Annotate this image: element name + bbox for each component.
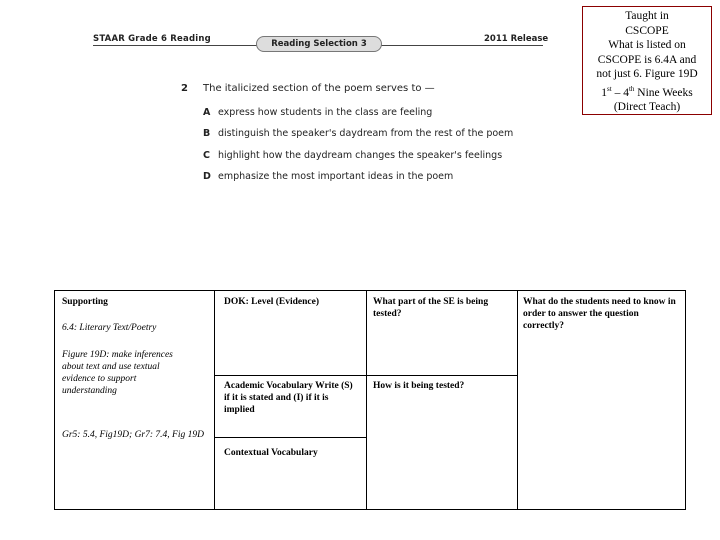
option-letter: C <box>203 150 210 161</box>
what-part-label: What part of the SE is being tested? <box>373 297 489 319</box>
reading-selection-label: Reading Selection 3 <box>256 36 382 52</box>
students-need-label: What do the students need to know in order to answer the question correctly? <box>523 297 676 331</box>
test-header-title: STAAR Grade 6 Reading <box>93 34 211 44</box>
note-line: not just 6. Figure 19D <box>596 68 698 81</box>
contextual-vocab-label: Contextual Vocabulary <box>224 448 318 458</box>
table-divider <box>366 290 367 510</box>
figure-standard: Figure 19D: make inferences about text and use textual evidence to support understanding <box>62 350 173 396</box>
question-stem: The italicized section of the poem serves to — <box>203 83 435 94</box>
test-release-label: 2011 Release <box>484 34 549 44</box>
question-number: 2 <box>181 83 188 94</box>
note-line: CSCOPE <box>625 24 669 37</box>
option-letter: B <box>203 128 211 139</box>
option-letter: D <box>203 171 211 182</box>
note-line: 1st – 4th Nine Weeks <box>601 84 693 99</box>
table-divider <box>214 437 366 438</box>
note-line: Taught in <box>625 10 669 22</box>
option-text: emphasize the most important ideas in the poem <box>218 171 454 182</box>
cscope-note <box>582 6 712 115</box>
literary-standard: 6.4: Literary Text/Poetry <box>62 323 157 333</box>
how-tested-label: How is it being tested? <box>373 381 465 391</box>
grade-alignment: Gr5: 5.4, Fig19D; Gr7: 7.4, Fig 19D <box>62 430 204 440</box>
option-text: distinguish the speaker's daydream from the rest of the poem <box>218 128 514 139</box>
academic-vocab-label: Academic Vocabulary Write (S) if it is stated and (I) if it is implied <box>224 381 353 415</box>
option-text: highlight how the daydream changes the speaker's feelings <box>218 150 503 161</box>
option-text: express how students in the class are feeling <box>218 107 433 118</box>
option-letter: A <box>203 107 211 118</box>
note-line: (Direct Teach) <box>613 101 681 114</box>
note-line: CSCOPE is 6.4A and <box>597 53 697 66</box>
table-divider <box>214 375 517 376</box>
table-divider <box>517 290 518 510</box>
note-line: What is listed on <box>608 39 686 52</box>
supporting-label: Supporting <box>62 297 108 307</box>
dok-label: DOK: Level (Evidence) <box>224 297 319 307</box>
table-divider <box>214 290 215 510</box>
